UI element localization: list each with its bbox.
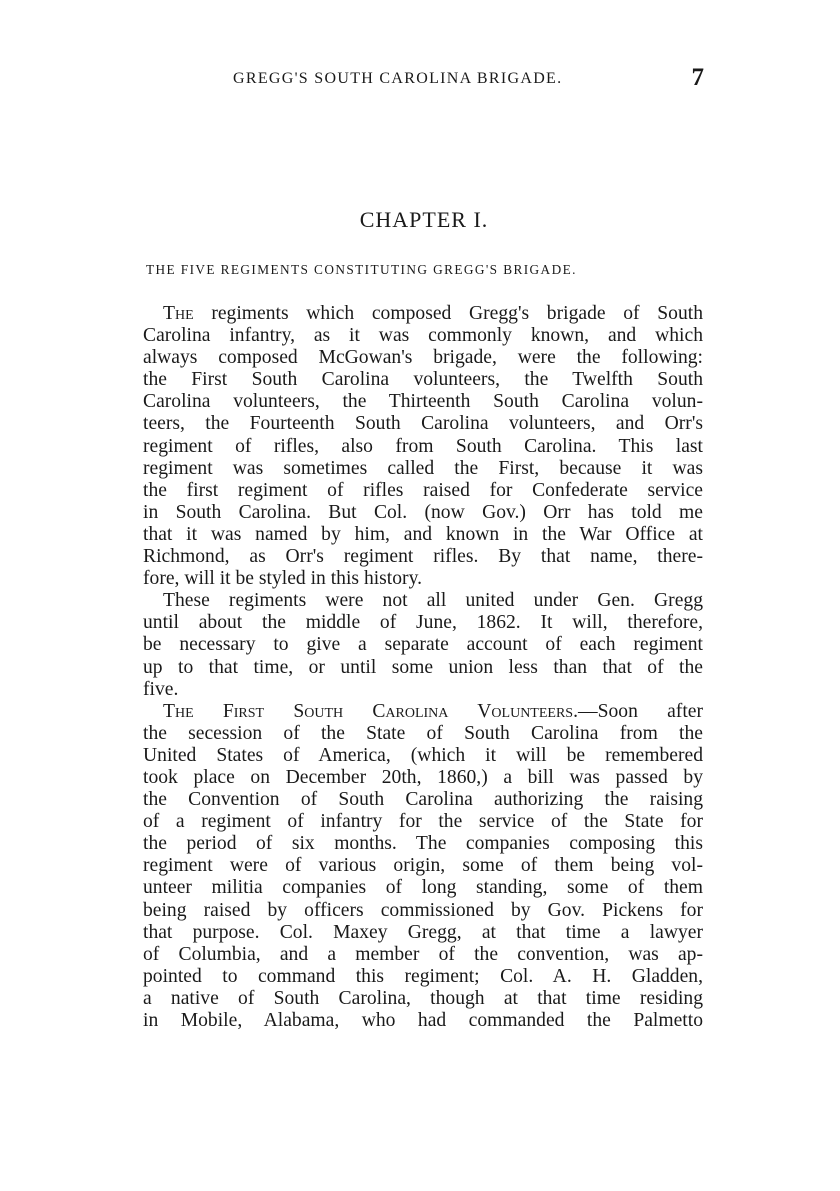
text-line: be necessary to give a separate account of each regiment bbox=[143, 634, 703, 656]
text-line: fore, will it be styled in this history. bbox=[143, 568, 423, 590]
text-line: the first regiment of rifles raised for Confederate service bbox=[143, 479, 703, 501]
text-line: until about the middle of June, 1862. It will, therefore, bbox=[143, 612, 703, 634]
text-line: teers, the Fourteenth South Carolina volunteers, and Orr's bbox=[143, 413, 703, 435]
page-number: 7 bbox=[691, 64, 704, 91]
text-line: in South Carolina. But Col. (now Gov.) Orr has told me bbox=[143, 501, 703, 523]
text-line: pointed to command this regiment; Col. A. H. Gladden, bbox=[143, 965, 703, 987]
running-title: GREGG'S SOUTH CAROLINA BRIGADE. bbox=[233, 70, 563, 87]
text-line: up to that time, or until some union less than that of the bbox=[143, 656, 703, 678]
running-head bbox=[190, 64, 710, 94]
text-line: the First South Carolina volunteers, the Twelfth South bbox=[143, 369, 703, 391]
text-line: always composed McGowan's brigade, were the following: bbox=[143, 347, 703, 369]
text-line: The First South Carolina Volunteers.—Soon after bbox=[163, 700, 703, 722]
chapter-title: CHAPTER I. bbox=[359, 207, 489, 232]
text-line: the period of six months. The companies composing this bbox=[143, 833, 703, 855]
text-line: that it was named by him, and known in the War Office at bbox=[143, 523, 703, 545]
text-line: These regiments were not all united under Gen. Gregg bbox=[163, 590, 703, 612]
text-line: the secession of the State of South Carolina from the bbox=[143, 722, 703, 744]
chapter-subtitle: THE FIVE REGIMENTS CONSTITUTING GREGG'S BRIGADE. bbox=[146, 262, 577, 277]
text-line: United States of America, (which it will be remembered bbox=[143, 744, 703, 766]
text-line: Richmond, as Orr's regiment rifles. By that name, there- bbox=[143, 546, 703, 568]
text-line: Carolina infantry, as it was commonly known, and which bbox=[143, 325, 703, 347]
text-line: five. bbox=[143, 678, 179, 700]
text-line: of a regiment of infantry for the service of the State for bbox=[143, 811, 703, 833]
text-line: regiment was sometimes called the First, because it was bbox=[143, 457, 703, 479]
text-line: Carolina volunteers, the Thirteenth South Carolina volun- bbox=[143, 391, 703, 413]
text-line: of Columbia, and a member of the convention, was ap- bbox=[143, 943, 703, 965]
text-line: the Convention of South Carolina authorizing the raising bbox=[143, 789, 703, 811]
text-line: being raised by officers commissioned by Gov. Pickens for bbox=[143, 899, 703, 921]
text-line: unteer militia companies of long standing, some of them bbox=[143, 877, 703, 899]
text-line: that purpose. Col. Maxey Gregg, at that time a lawyer bbox=[143, 921, 703, 943]
text-line: regiment of rifles, also from South Carolina. This last bbox=[143, 435, 703, 457]
text-line: regiment were of various origin, some of them being vol- bbox=[143, 855, 703, 877]
text-line: a native of South Carolina, though at that time residing bbox=[143, 987, 703, 1009]
body-text bbox=[143, 303, 703, 1032]
text-line: in Mobile, Alabama, who had commanded the Palmetto bbox=[143, 1010, 703, 1031]
text-line: took place on December 20th, 1860,) a bill was passed by bbox=[143, 766, 703, 788]
text-line: The regiments which composed Gregg's brigade of South bbox=[163, 303, 703, 324]
